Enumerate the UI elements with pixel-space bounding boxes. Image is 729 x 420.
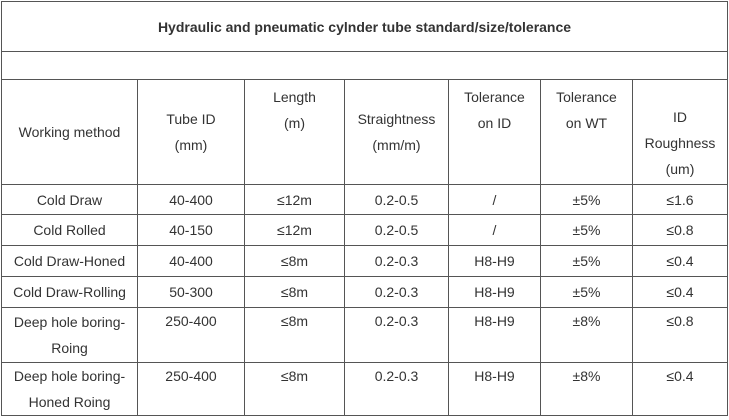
- cell-length: ≤8m: [245, 308, 345, 363]
- spacer-row: [2, 52, 728, 80]
- header-line: Straightness: [357, 111, 436, 127]
- cell-length: ≤8m: [245, 363, 345, 416]
- header-line: (m): [284, 115, 305, 131]
- cell-tolerance-wt: ±5%: [541, 277, 633, 308]
- cell-tolerance-id: /: [449, 185, 541, 215]
- header-working-method-label: Working method: [18, 124, 121, 140]
- cell-method: Cold Rolled: [2, 215, 138, 246]
- cell-roughness: ≤0.8: [633, 215, 728, 246]
- cell-length: ≤8m: [245, 246, 345, 277]
- cell-tolerance-wt: ±5%: [541, 215, 633, 246]
- header-row: [2, 80, 728, 185]
- cell-tube-id: 40-400: [138, 185, 245, 215]
- table-title: Hydraulic and pneumatic cylnder tube standard/size/tolerance: [2, 2, 728, 52]
- cell-tube-id: 250-400: [138, 308, 245, 363]
- empty-row: [2, 52, 728, 80]
- header-line: Roughness: [644, 135, 716, 151]
- title-row: [2, 2, 728, 52]
- cell-roughness: ≤0.4: [633, 246, 728, 277]
- cell-straightness: 0.2-0.3: [345, 246, 449, 277]
- header-length: [245, 80, 345, 185]
- cell-method-line: Deep hole boring-: [13, 368, 126, 384]
- cell-straightness: 0.2-0.5: [345, 215, 449, 246]
- cell-method: [2, 308, 138, 363]
- header-line: (mm/m): [372, 137, 421, 153]
- header-roughness: [633, 80, 728, 185]
- cell-straightness: 0.2-0.5: [345, 185, 449, 215]
- cell-length: ≤12m: [245, 185, 345, 215]
- table-row: [2, 308, 728, 363]
- table-row: [2, 277, 728, 308]
- header-line: on ID: [477, 115, 512, 131]
- cell-tolerance-wt: ±5%: [541, 246, 633, 277]
- cell-tolerance-wt: ±8%: [541, 363, 633, 416]
- cell-method-line: Honed Roing: [28, 394, 111, 410]
- header-line: Tube ID: [166, 111, 216, 127]
- cell-tolerance-id: /: [449, 215, 541, 246]
- header-tolerance-id: [449, 80, 541, 185]
- header-working-method: [2, 80, 138, 185]
- cell-tube-id: 40-150: [138, 215, 245, 246]
- header-tolerance-wt: [541, 80, 633, 185]
- cell-tube-id: 250-400: [138, 363, 245, 416]
- header-tube-id: [138, 80, 245, 185]
- cell-straightness: 0.2-0.3: [345, 308, 449, 363]
- cell-method: Cold Draw-Rolling: [2, 277, 138, 308]
- cell-method: Cold Draw-Honed: [2, 246, 138, 277]
- cell-method: Cold Draw: [2, 185, 138, 215]
- header-line: Length: [273, 89, 316, 105]
- cell-tolerance-id: H8-H9: [449, 363, 541, 416]
- cell-straightness: 0.2-0.3: [345, 363, 449, 416]
- header-straightness: [345, 80, 449, 185]
- header-line: (mm): [174, 137, 208, 153]
- cell-tolerance-id: H8-H9: [449, 246, 541, 277]
- cell-length: ≤12m: [245, 215, 345, 246]
- header-line: on WT: [565, 115, 608, 131]
- table-row: [2, 363, 728, 416]
- cell-roughness: ≤0.8: [633, 308, 728, 363]
- cell-method: [2, 363, 138, 416]
- table-row: [2, 185, 728, 215]
- header-line: Tolerance: [556, 89, 617, 105]
- cell-method-line: Deep hole boring-: [13, 314, 126, 330]
- cell-roughness: ≤1.6: [633, 185, 728, 215]
- cell-tube-id: 50-300: [138, 277, 245, 308]
- tube-spec-table: [1, 1, 728, 416]
- cell-roughness: ≤0.4: [633, 277, 728, 308]
- cell-tolerance-wt: ±5%: [541, 185, 633, 215]
- table-row: [2, 215, 728, 246]
- cell-tube-id: 40-400: [138, 246, 245, 277]
- cell-tolerance-wt: ±8%: [541, 308, 633, 363]
- header-line: (um): [665, 161, 695, 177]
- cell-tolerance-id: H8-H9: [449, 308, 541, 363]
- cell-roughness: ≤0.4: [633, 363, 728, 416]
- cell-length: ≤8m: [245, 277, 345, 308]
- cell-tolerance-id: H8-H9: [449, 277, 541, 308]
- cell-straightness: 0.2-0.3: [345, 277, 449, 308]
- table-row: [2, 246, 728, 277]
- header-line: ID: [673, 109, 687, 125]
- header-line: Tolerance: [464, 89, 525, 105]
- cell-method-line: Roing: [51, 340, 88, 356]
